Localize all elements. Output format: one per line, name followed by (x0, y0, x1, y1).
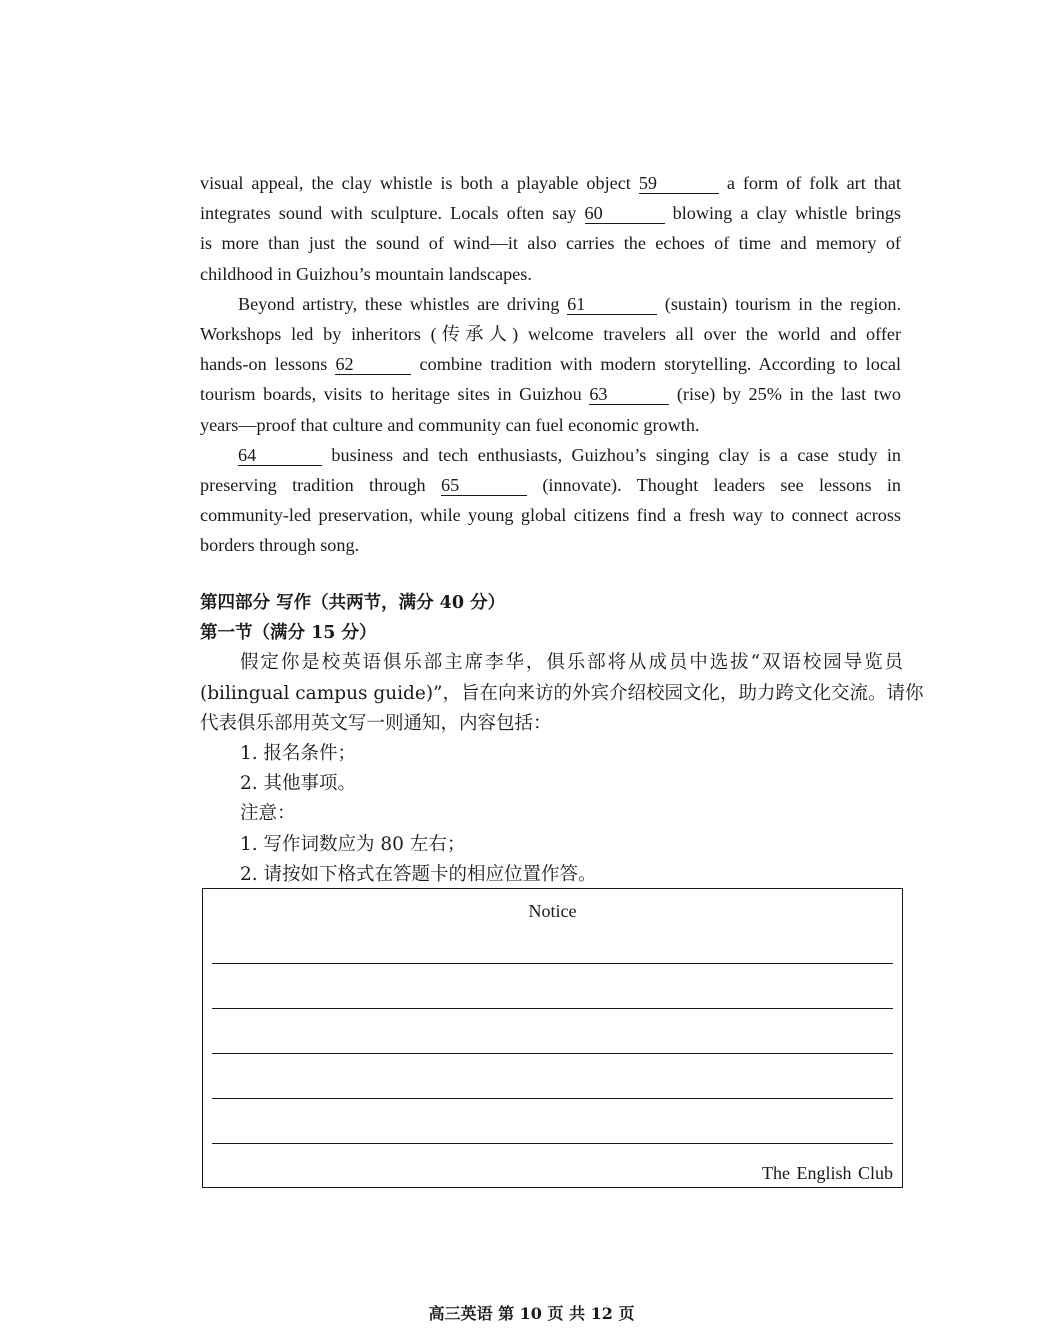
subsection-title: 第一节（满分 15 分） (200, 623, 377, 644)
answer-box (202, 888, 903, 1188)
section-title: 第四部分 写作（共两节，满分 40 分） (200, 593, 506, 613)
note-item: 2. 请按如下格式在答题卡的相应位置作答。 (240, 863, 597, 885)
passage-line: borders through song. (200, 535, 360, 556)
blank-65: 65 (441, 475, 527, 496)
blank-64: 64 (238, 445, 322, 466)
passage-line: integrates sound with sculpture. Locals often say 60 blowing a clay whistle brings (200, 203, 902, 224)
page-footer: 高三英语 第 10 页 共 12 页 (428, 1304, 635, 1323)
passage-line: visual appeal, the clay whistle is both a playable object 59 a form of folk art that (200, 173, 902, 193)
passage-line: 64 business and tech enthusiasts, Guizhou’s singing clay is a case study in (238, 444, 902, 465)
blank-63: 63 (589, 384, 669, 405)
passage-line: childhood in Guizhou’s mountain landscapes. (200, 263, 532, 284)
writing-line[interactable] (212, 1008, 893, 1009)
content-item: 2. 其他事项。 (240, 773, 357, 795)
blank-60: 60 (585, 203, 665, 224)
passage-line: hands-on lessons 62 combine tradition with modern storytelling. According to local (200, 354, 902, 375)
passage-line: Beyond artistry, these whistles are driving 61 (sustain) tourism in the region. (238, 293, 901, 314)
blank-61: 61 (567, 294, 657, 315)
passage-line: community-led preservation, while young global citizens find a fresh way to connect across (200, 505, 901, 526)
prompt-line: (bilingual campus guide)”，旨在向来访的外宾介绍校园文化，助力跨文化交流。请你 (200, 682, 924, 704)
passage-line: years—proof that culture and community can fuel economic growth. (200, 414, 700, 435)
blank-59: 59 (639, 173, 719, 194)
content-item: 1. 报名条件； (240, 742, 357, 764)
reading-passage (200, 168, 901, 560)
passage-line: tourism boards, visits to heritage sites in Guizhou 63 (rise) by 25% in the last two (200, 384, 902, 405)
writing-line[interactable] (212, 1098, 893, 1099)
notice-title: Notice (528, 901, 577, 921)
writing-line[interactable] (212, 963, 893, 964)
note-item: 1. 写作词数应为 80 左右； (240, 833, 466, 855)
writing-line[interactable] (212, 1143, 893, 1144)
writing-section (200, 588, 924, 890)
notes-label: 注意： (240, 803, 296, 825)
prompt-line: 假定你是校英语俱乐部主席李华，俱乐部将从成员中选拔“双语校园导览员 (240, 652, 903, 674)
passage-line: Workshops led by inheritors (传承人) welcome travelers all over the world and offer (200, 323, 901, 344)
writing-line[interactable] (212, 1053, 893, 1054)
passage-line: preserving tradition through 65 (innovate). Thought leaders see lessons in (200, 474, 902, 495)
signature: The English Club (762, 1163, 893, 1183)
blank-62: 62 (335, 354, 411, 375)
prompt-line: 代表俱乐部用英文写一则通知，内容包括： (200, 712, 552, 734)
passage-line: is more than just the sound of wind—it also carries the echoes of time and memory of (200, 233, 901, 254)
